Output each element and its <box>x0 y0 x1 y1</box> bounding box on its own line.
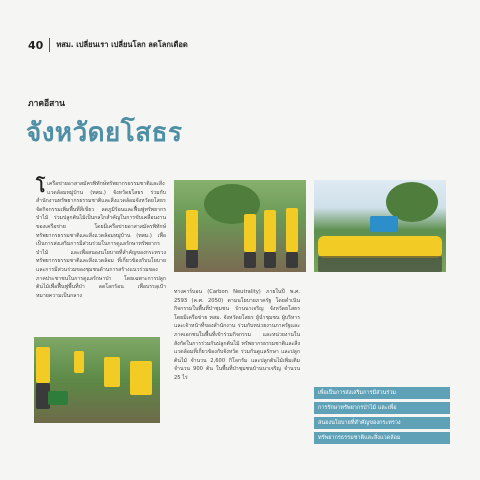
page-title: จังหวัดยโสธร <box>26 118 183 148</box>
volunteer-pants <box>244 252 256 268</box>
volunteer-figure <box>264 210 276 252</box>
page-number: 40 <box>28 38 44 52</box>
highlight-text: ทรัพยากรธรรมชาติและสิ่งแวดล้อม <box>318 435 401 441</box>
volunteer-pants <box>264 252 276 268</box>
volunteer-pants <box>186 250 198 268</box>
volunteer-figure <box>104 357 120 387</box>
volunteer-group-lower <box>318 256 442 272</box>
volunteer-figure <box>186 210 198 250</box>
highlight-text: เพื่อเป็นการส่งเสริมการมีส่วนร่วม <box>318 390 397 396</box>
group-photo-with-banner <box>314 180 446 272</box>
volunteers-planting-photo <box>34 337 160 423</box>
drop-cap: โ <box>36 177 46 197</box>
page-header <box>28 38 188 52</box>
event-banner <box>370 216 398 232</box>
highlight-line <box>314 387 450 399</box>
highlight-line <box>314 432 450 444</box>
body-text-left: เครือข่ายอาสาสมัครพิทักษ์ทรัพยากรธรรมชาติและสิ่งแวดล้อมหมู่บ้าน (ทสม.) จังหวัดยโสธร ร่วมกับสำนักงานทรัพยากรธรรมชาติและสิ่งแวดล้อมจังหวัดยโสธร จัดกิจกรรมเพิ่มพื้นที่สีเขียว ลดภูมิร้อนและฟื้นฟูทรัพยากรป่าไม้ ร่วมปลูกต้นไม้เป็นกลไกสำคัญในการขับเคลื่อนงานของเครือข่าย โดยมีเครือข่ายอาสาสมัครพิทักษ์ทรัพยากรธรรมชาติและสิ่งแวดล้อมหมู่บ้าน (ทสม.) เพื่อเป็นการส่งเสริมการมีส่วนร่วมในการดูแลรักษาทรัพยากรป่าไม้ และเพื่อสนองนโยบายที่สำคัญของกระทรวงทรัพยากรธรรมชาติและสิ่งแวดล้อม ที่เกี่ยวข้องกับนโยบายและการมีส่วนร่วมของชุมชนด้านการสร้างแนวร่วมของภาคประชาชนในการดูแลรักษาป่า โดยเฉพาะการปลูกต้นไม้เพื่อฟื้นฟูพื้นที่ป่า ลดโลกร้อน เพื่อบรรลุเป้าหมายความเป็นกลาง <box>36 181 166 299</box>
volunteer-figure <box>130 361 152 395</box>
volunteer-group <box>318 236 442 258</box>
volunteer-figure <box>74 351 84 373</box>
volunteer-pants <box>286 252 298 268</box>
highlight-text: การรักษาทรัพยากรป่าไม้ และเพื่อ <box>318 405 397 411</box>
tree-planting-photo <box>174 180 306 272</box>
header-divider <box>49 38 50 52</box>
sign-board <box>48 391 68 405</box>
body-column-left <box>36 177 166 300</box>
body-column-middle: ทางคาร์บอน (Carbon Neutrality) ภายในปี พ.ศ. 2593 (ค.ศ. 2050) ตามนโยบายภาครัฐ โดยดำเนินกิจกรรมในพื้นที่ป่าชุมชน บ้านนาเจริญ จังหวัดยโสธร โดยมีเครือข่าย ทสม. จังหวัดยโสธร ผู้นำชุมชน ผู้บริหารและเจ้าหน้าที่ของสำนักงาน ร่วมกับหน่วยงานภาครัฐและภาคเอกชนในพื้นที่เข้าร่วมกิจกรรม และหน่วยงานในสังกัดในการร่วมกันปลูกต้นไม้ ทรัพยากรธรรมชาติและสิ่งแวดล้อมที่เกี่ยวข้องกับจังหวัด ร่วมกันดูแลรักษา และปลูกต้นไม้ จำนวน 2,600 กิโลกรัม และปลูกต้นไม้เพิ่มเติม จำนวน 900 ต้น ในพื้นที่ป่าชุมชนบ้านนาเจริญ จำนวน 25 ไร่ <box>174 289 300 381</box>
volunteer-figure <box>244 214 256 252</box>
volunteer-figure <box>36 347 50 383</box>
volunteer-figure <box>286 208 298 252</box>
highlight-text: สนองนโยบายที่สำคัญของกระทรวง <box>318 420 401 426</box>
region-label: ภาคอีสาน <box>28 99 65 109</box>
running-title: ทสม. เปลี่ยนเรา เปลี่ยนโลก ลดโลกเดือด <box>56 40 188 49</box>
highlight-line <box>314 417 450 429</box>
highlight-line <box>314 402 450 414</box>
